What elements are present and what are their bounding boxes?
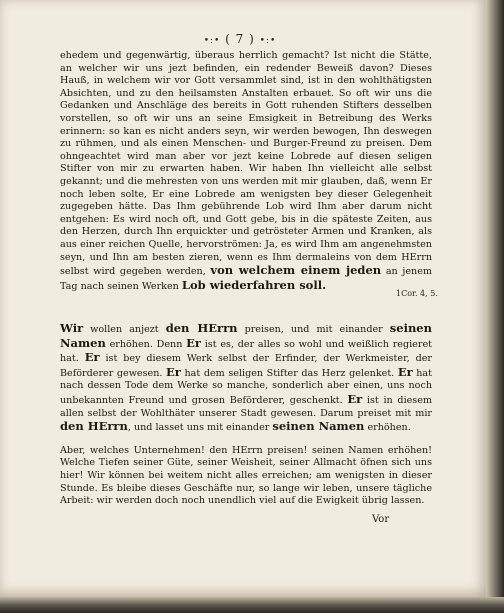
paragraph bbox=[60, 50, 432, 314]
text-run: hat nach dessen Tode dem Werke so manche, sonderlich aber einen, uns noch unbekannten Freund und grosen Beförderer, geschenkt. bbox=[60, 367, 433, 406]
text-run: hat dem seligen Stifter das Herz gelenket. bbox=[180, 367, 398, 379]
emphasized-text: den HErrn bbox=[165, 321, 238, 335]
text-run: an jenem Tag nach seinen Werken bbox=[60, 266, 432, 292]
emphasized-text: von welchem einem jeden bbox=[210, 263, 382, 278]
emphasized-text: Er bbox=[347, 391, 363, 406]
emphasized-text: den HErrn bbox=[60, 419, 128, 434]
text-run: erhöhen. Denn bbox=[105, 338, 187, 350]
ornament-left: •:• bbox=[203, 36, 221, 46]
text-run: , und lasset uns mit einander bbox=[127, 422, 273, 434]
emphasized-text: Lob wiederfahren soll. bbox=[181, 277, 327, 292]
text-run: ist bey diesem Werk selbst der Erfinder, der Werkmeister, der Beförderer gewesen. bbox=[60, 353, 432, 379]
ornament-right: •:• bbox=[259, 36, 277, 46]
text-run: ehedem und gegenwärtig, überaus herrlich gemacht? Ist nicht die Stätte, an welcher wir uns jezt befinden, ein redender Beweiß davon? Dieses Hauß, in welchem wir vor Gott versammlet sind, ist in den wohlthätigsten Absichten, und zu den heilsamsten Anstalten erbauet. So oft wir uns die Gedanken und Anschläge des bereits in Gott ruhenden Stifters desselben vorstellen, so oft wir uns an seine Emsigkeit in Betreibung des Werks erinnern: so kan es nicht anders seyn, wir werden bewogen, Ihn deswegen zu rühmen, und als einen Menschen- und Burger-Freund zu preisen. Dem ohngeachtet wird man aber vor jezt keine Lobrede auf diesen seligen Stifter von mir zu erwarten haben. Wir haben Ihn vielleicht alle selbst gekannt; und die mehresten von uns werden mit mir glauben, daß, wenn Er noch leben solte, Er eine Lobrede am wenigsten bey dieser Gelegenheit zugegeben hätte. Das Ihm gebührende Lob wird Ihm aber darum nicht entgehen: Es wird noch oft, und Gott gebe, bis in die späteste Zeiten, aus den Herzen, durch Ihn erquickter und getrösteter Armen und Kranken, als aus einer reichen Quelle, hervorströmen: Ja, es wird Ihm am angenehmsten seyn, und Ihn am besten zieren, wenn es Ihm dermaleins von dem HErrn selbst wird gegeben werden, bbox=[60, 50, 432, 278]
text-run: wollen anjezt bbox=[83, 324, 166, 335]
page-edge-bottom bbox=[0, 597, 504, 613]
text-run: ist es, der alles so wohl und weißlich regieret hat. bbox=[60, 338, 432, 365]
body-text bbox=[60, 50, 432, 508]
emphasized-text: seinen Namen bbox=[272, 419, 365, 434]
page-header bbox=[180, 32, 300, 46]
paragraph bbox=[60, 322, 432, 435]
emphasized-text: Er bbox=[186, 335, 201, 350]
page-edge-right bbox=[486, 0, 504, 613]
emphasized-text: Wir bbox=[60, 321, 84, 335]
text-run: erhöhen. bbox=[364, 422, 411, 434]
emphasized-text: Er bbox=[397, 364, 413, 379]
emphasized-text: seinen Namen bbox=[60, 321, 432, 350]
margin-reference: 1Cor. 4, 5. bbox=[396, 289, 438, 298]
catchword: Vor bbox=[372, 514, 390, 525]
text-run: ist in diesem allen selbst der Wohlthäter unserer Stadt gewesen. Darum preiset mit mir bbox=[60, 394, 433, 419]
page-number: ( 7 ) bbox=[225, 32, 255, 46]
emphasized-text: Er bbox=[84, 350, 100, 365]
text-run: preisen, und mit einander bbox=[237, 324, 390, 335]
text-run: Aber, welches Unternehmen! den HErrn preisen! seinen Namen erhöhen! Welche Tiefen seiner Güte, seiner Weisheit, seiner Allmacht öfnen sich uns hier! Wir können bei weitem nicht alles erreichen; am wenigsten in dieser Stunde. Es bleibe dieses Geschäfte nur, so lange wir leben, unsere tägliche Arbeit: wir werden doch noch unendlich viel auf die Ewigkeit übrig lassen. bbox=[60, 444, 432, 507]
paragraph bbox=[60, 445, 432, 508]
emphasized-text: Er bbox=[166, 364, 181, 379]
